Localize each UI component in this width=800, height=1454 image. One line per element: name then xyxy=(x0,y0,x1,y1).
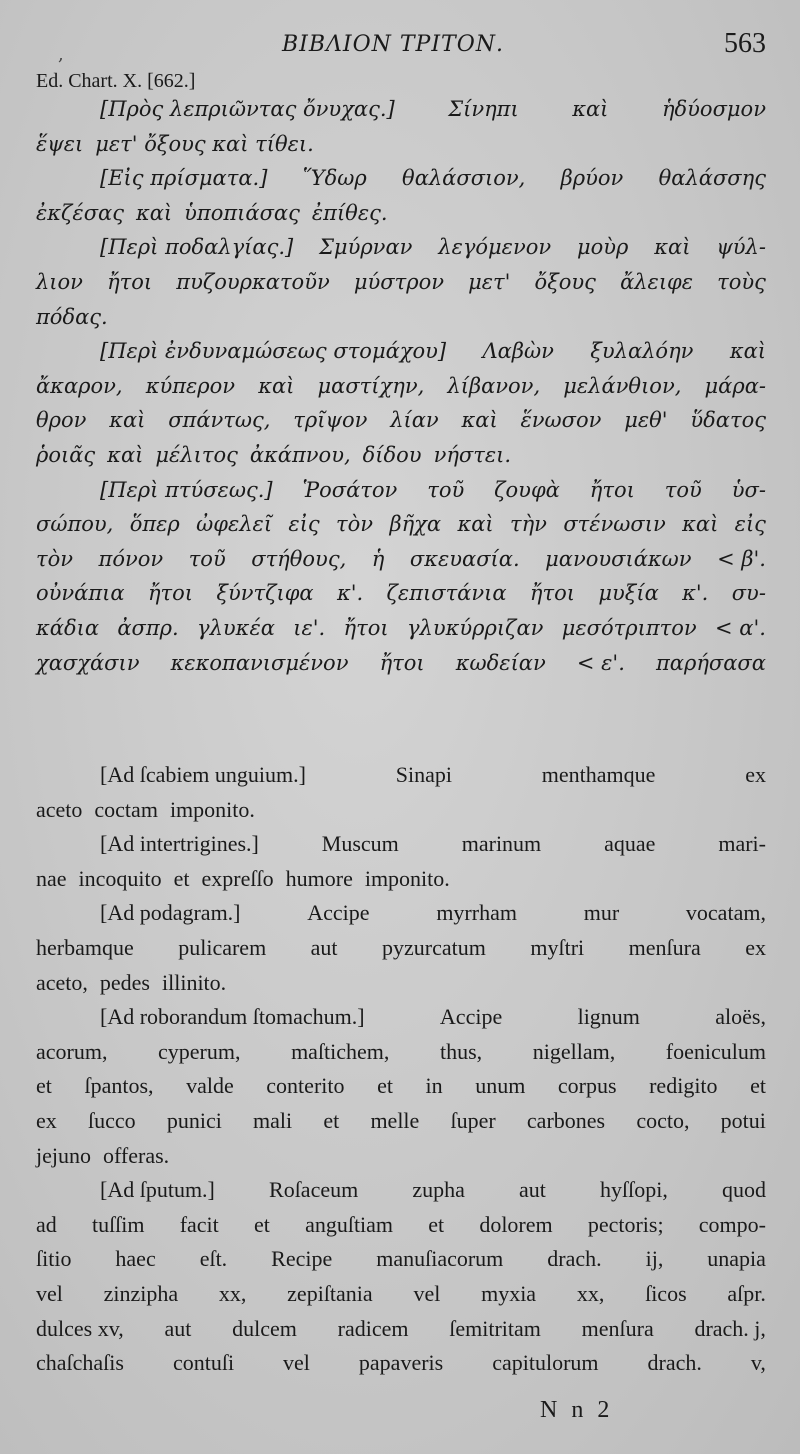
word: facit xyxy=(179,1211,219,1237)
word: et xyxy=(323,1107,340,1133)
word: τοῦ xyxy=(664,477,702,502)
word: θαλάσσιον, xyxy=(402,166,526,191)
text-line xyxy=(36,300,766,335)
word: τὴν xyxy=(509,512,547,537)
section-heading: [Εἰς πρίσματα.] xyxy=(100,166,268,191)
word: ad xyxy=(36,1211,57,1237)
text-line xyxy=(36,576,766,611)
word: λιον xyxy=(36,269,83,294)
word: valde xyxy=(186,1073,234,1099)
word: καὶ xyxy=(461,408,498,433)
word: unum xyxy=(475,1073,526,1099)
word: εἰς xyxy=(288,512,320,537)
text-line xyxy=(36,611,766,646)
word: ἤτοι xyxy=(379,650,425,675)
word: ἡ xyxy=(371,546,385,571)
text-line xyxy=(36,1242,766,1277)
word: τοὺς xyxy=(717,269,766,294)
word: λεγόμενον xyxy=(438,235,552,260)
word: ἕψει xyxy=(36,131,84,156)
word: καὶ xyxy=(457,512,494,537)
text-line xyxy=(36,1312,766,1347)
word: ὅπερ xyxy=(129,512,180,537)
section-heading: [Ad ſputum.] xyxy=(100,1177,215,1203)
word: menſura xyxy=(581,1315,654,1341)
word: ῥοιᾶς xyxy=(36,442,96,467)
word: βῆχα xyxy=(389,512,442,537)
word: Sinapi xyxy=(395,762,452,787)
word: θρον xyxy=(36,408,87,433)
word: aut xyxy=(164,1315,192,1341)
word: zinzipha xyxy=(103,1280,179,1306)
text-line xyxy=(36,438,766,473)
word: τὸν xyxy=(36,546,74,571)
word: καὶ xyxy=(258,373,295,398)
word: καὶ xyxy=(135,200,173,225)
word: μετ' xyxy=(468,269,511,294)
text-line xyxy=(36,265,766,300)
word: ſitio xyxy=(36,1246,72,1272)
word: radicem xyxy=(337,1315,409,1341)
text-line xyxy=(36,403,766,438)
word: ij, xyxy=(645,1246,664,1272)
word: ζουφὰ xyxy=(494,477,560,502)
text-line xyxy=(36,542,766,577)
word: μεθ' xyxy=(624,408,668,433)
text-line xyxy=(36,758,766,793)
word: ἤτοι xyxy=(529,581,575,606)
word: dulcem xyxy=(232,1315,297,1341)
word: cyperum, xyxy=(158,1038,241,1064)
word: Σίνηπι xyxy=(448,97,519,121)
word: xx, xyxy=(576,1280,605,1306)
word: dolorem xyxy=(479,1211,553,1237)
word: aut xyxy=(310,934,338,960)
word: ἀκάπνου, xyxy=(249,442,351,467)
text-line xyxy=(36,1139,766,1174)
text-line xyxy=(36,1104,766,1139)
word: συ- xyxy=(731,581,766,606)
section-heading: [Ad ſcabiem unguium.] xyxy=(100,762,306,787)
section-heading: [Ad roborandum ſtomachum.] xyxy=(100,1004,365,1030)
word: μύστρον xyxy=(353,269,444,294)
word: τρῖψον xyxy=(293,408,368,433)
word: vel xyxy=(413,1280,441,1306)
word: καὶ xyxy=(109,408,146,433)
word: κύπερον xyxy=(145,373,236,398)
word: nigellam, xyxy=(532,1038,616,1064)
word: hyſſopi, xyxy=(600,1177,668,1203)
word: ſuper xyxy=(450,1107,496,1133)
word: aceto xyxy=(36,796,83,822)
running-title: ΒΙΒΛΙΟΝ ΤΡΙΤΟΝ. xyxy=(282,32,505,57)
word: drach. xyxy=(647,1350,702,1376)
word: xx, xyxy=(218,1280,247,1306)
text-line xyxy=(36,127,766,162)
word: ἡδύοσμον xyxy=(661,97,766,121)
word: ex xyxy=(745,762,766,787)
word: Recipe xyxy=(271,1246,333,1272)
word: imponito. xyxy=(169,796,255,822)
word: Ῥοσάτον xyxy=(302,477,398,502)
word: ζεπιστάνια xyxy=(386,581,507,606)
word: manuſiacorum xyxy=(376,1246,504,1272)
word: οὐνάπια xyxy=(36,581,125,606)
word: vocatam, xyxy=(685,900,766,926)
section-heading: [Περὶ ἐνδυναμώσεως στομάχου] xyxy=(100,339,447,364)
text-line xyxy=(36,827,766,862)
section-heading: [Περὶ πτύσεως.] xyxy=(100,477,273,502)
word: τοῦ xyxy=(188,546,226,571)
word: zepiſtania xyxy=(287,1280,373,1306)
word: zupha xyxy=(412,1177,465,1203)
word: Muscum xyxy=(321,831,399,857)
text-line xyxy=(36,196,766,231)
word: ἄκαρον, xyxy=(36,373,123,398)
word: cocto, xyxy=(636,1107,690,1133)
word: lignum xyxy=(577,1004,640,1030)
word: ὑποπιάσας xyxy=(184,200,300,225)
word: πυζουρκατοῦν xyxy=(176,269,330,294)
word: λίβανον, xyxy=(447,373,541,398)
word: et xyxy=(428,1211,445,1237)
word: Accipe xyxy=(307,900,370,926)
word: haec xyxy=(115,1246,156,1272)
word: < ε'. xyxy=(576,650,625,675)
word: aut xyxy=(519,1177,546,1203)
word: incoquito xyxy=(78,865,162,891)
word: drach. j, xyxy=(694,1315,766,1341)
text-line xyxy=(36,966,766,1001)
word: < α'. xyxy=(715,615,766,640)
word: drach. xyxy=(547,1246,602,1272)
word: πόνον xyxy=(98,546,164,571)
word: pedes xyxy=(99,969,150,995)
text-line xyxy=(36,1069,766,1104)
word: μελάνθιον, xyxy=(563,373,682,398)
word: v, xyxy=(750,1350,766,1376)
word: myrrham xyxy=(436,900,517,926)
word: ψύλ- xyxy=(716,235,766,260)
word: καὶ xyxy=(572,97,609,121)
word: melle xyxy=(370,1107,420,1133)
word: γλυκύρριζαν xyxy=(406,615,544,640)
text-line xyxy=(36,369,766,404)
word: compo- xyxy=(698,1211,766,1237)
word: πόδας. xyxy=(36,304,108,329)
text-line xyxy=(36,646,766,681)
word: illinito. xyxy=(162,969,227,995)
word: aſpr. xyxy=(727,1280,766,1306)
text-line xyxy=(36,793,766,828)
word: vel xyxy=(36,1280,63,1306)
word: nae xyxy=(36,865,67,891)
word: < β'. xyxy=(717,546,766,571)
text-line xyxy=(36,1346,766,1381)
word: σκευασία. xyxy=(409,546,520,571)
word: Roſaceum xyxy=(269,1177,359,1203)
text-line xyxy=(36,1277,766,1312)
text-line xyxy=(36,1000,766,1035)
page-header xyxy=(0,28,800,68)
greek-text xyxy=(36,92,766,680)
text-line xyxy=(36,896,766,931)
word: redigito xyxy=(649,1073,718,1099)
word: myſtri xyxy=(530,934,585,960)
word: λίαν xyxy=(390,408,439,433)
latin-text xyxy=(36,758,766,1381)
word: mali xyxy=(253,1107,293,1133)
word: θαλάσσης xyxy=(658,166,766,191)
word: σώπου, xyxy=(36,512,114,537)
word: ſucco xyxy=(87,1107,136,1133)
word: ὄξους xyxy=(534,269,596,294)
word: thus, xyxy=(439,1038,483,1064)
word: maſtichem, xyxy=(291,1038,390,1064)
word: ἤτοι xyxy=(147,581,194,606)
word: ἐκζέσας xyxy=(36,200,124,225)
word: σπάντως, xyxy=(168,408,271,433)
word: coctam xyxy=(94,796,158,822)
word: carbones xyxy=(526,1107,606,1133)
word: ὑσ- xyxy=(731,477,766,502)
word: μεσότριπτον xyxy=(561,615,697,640)
text-line xyxy=(36,1173,766,1208)
word: ἕνωσον xyxy=(520,408,602,433)
word: pyzurcatum xyxy=(382,934,486,960)
text-line xyxy=(36,334,766,369)
word: corpus xyxy=(557,1073,617,1099)
word: imponito. xyxy=(364,865,450,891)
word: ἤτοι xyxy=(343,615,389,640)
word: et xyxy=(377,1073,393,1099)
text-line xyxy=(36,230,766,265)
word: ὕδατος xyxy=(690,408,766,433)
word: vel xyxy=(283,1350,310,1376)
word: ἄλειφε xyxy=(620,269,694,294)
word: et xyxy=(750,1073,766,1099)
word: marinum xyxy=(461,831,542,857)
word: ἐπίθες. xyxy=(311,200,388,225)
word: herbamque xyxy=(36,934,134,960)
word: ξύντζιφα xyxy=(216,581,314,606)
word: mari- xyxy=(718,831,766,857)
text-line xyxy=(36,1208,766,1243)
text-line xyxy=(36,507,766,542)
word: παρήσασα xyxy=(655,650,766,675)
word: καὶ xyxy=(729,339,766,364)
word: pectoris; xyxy=(587,1211,664,1237)
word: ὠφελεῖ xyxy=(196,512,273,537)
section-heading: [Πρὸς λεπριῶντας ὄνυχας.] xyxy=(100,97,395,121)
word: et xyxy=(173,865,190,891)
word: anguſtiam xyxy=(305,1211,394,1237)
text-line xyxy=(36,473,766,508)
word: στένωσιν xyxy=(563,512,666,537)
word: mur xyxy=(583,900,620,926)
word: dulces xv, xyxy=(36,1315,124,1341)
word: δίδου xyxy=(362,442,422,467)
word: μανουσιάκων xyxy=(545,546,692,571)
section-heading: [Ad podagram.] xyxy=(100,900,241,926)
word: στήθους, xyxy=(251,546,347,571)
word: ξυλαλόην xyxy=(590,339,694,364)
word: ſemitritam xyxy=(449,1315,541,1341)
word: μάρα- xyxy=(704,373,766,398)
word: et xyxy=(36,1073,52,1099)
word: conterito xyxy=(266,1073,345,1099)
word: νήστει. xyxy=(433,442,512,467)
word: myxia xyxy=(481,1280,537,1306)
section-heading: [Ad intertrigines.] xyxy=(100,831,259,857)
word: Ὕδωρ xyxy=(302,166,367,191)
word: humore xyxy=(285,865,353,891)
word: γλυκέα xyxy=(197,615,275,640)
word: μέλιτος xyxy=(155,442,238,467)
word: eſt. xyxy=(199,1246,228,1272)
word: ex xyxy=(36,1107,57,1133)
word: potui xyxy=(720,1107,766,1133)
text-line xyxy=(36,92,766,127)
header-mark: , xyxy=(58,44,64,65)
word: Σμύρναν xyxy=(319,235,413,260)
word: κ'. xyxy=(336,581,364,606)
word: ἤτοι xyxy=(589,477,635,502)
word: aloës, xyxy=(715,1004,766,1030)
signature-mark: N n 2 xyxy=(540,1397,614,1423)
word: in xyxy=(425,1073,443,1099)
text-line xyxy=(36,862,766,897)
word: μετ' ὄξους καὶ τίθει. xyxy=(95,131,314,156)
text-line xyxy=(36,931,766,966)
edition-reference: Ed. Chart. X. [662.] xyxy=(36,70,196,92)
word: foeniculum xyxy=(665,1038,766,1064)
word: κ'. xyxy=(682,581,709,606)
word: ἀσπρ. xyxy=(117,615,179,640)
word: χασχάσιν xyxy=(36,650,140,675)
word: ex xyxy=(745,934,766,960)
word: ſicos xyxy=(645,1280,687,1306)
word: Λαβὼν xyxy=(482,339,554,364)
word: pulicarem xyxy=(178,934,267,960)
word: καὶ xyxy=(107,442,144,467)
word: quod xyxy=(721,1177,766,1203)
word: τὸν xyxy=(336,512,374,537)
word: εἰς xyxy=(734,512,766,537)
word: chaſchaſis xyxy=(36,1350,124,1376)
word: τοῦ xyxy=(427,477,465,502)
section-heading: [Περὶ ποδαλγίας.] xyxy=(100,235,294,260)
page-number: 563 xyxy=(724,28,766,59)
word: acorum, xyxy=(36,1038,108,1064)
word: κωδείαν xyxy=(455,650,546,675)
word: μαστίχην, xyxy=(317,373,425,398)
text-line xyxy=(36,1035,766,1070)
word: ſpantos, xyxy=(84,1073,154,1099)
word: καὶ xyxy=(682,512,719,537)
text-line xyxy=(36,161,766,196)
word: jejuno xyxy=(36,1142,91,1168)
word: κεκοπανισμένον xyxy=(170,650,349,675)
word: et xyxy=(253,1211,270,1237)
word: tuſſim xyxy=(91,1211,145,1237)
word: aceto, xyxy=(36,969,88,995)
word: βρύον xyxy=(560,166,624,191)
word: papaveris xyxy=(358,1350,444,1376)
word: μοὺρ xyxy=(577,235,629,260)
word: menſura xyxy=(628,934,701,960)
word: unapia xyxy=(707,1246,766,1272)
word: aquae xyxy=(604,831,656,857)
word: κάδια xyxy=(36,615,100,640)
word: καὶ xyxy=(654,235,691,260)
word: menthamque xyxy=(541,762,656,787)
word: offeras. xyxy=(103,1142,170,1168)
word: expreſſo xyxy=(201,865,274,891)
word: μυξία xyxy=(598,581,659,606)
word: punici xyxy=(166,1107,222,1133)
word: ιε'. xyxy=(293,615,326,640)
word: Accipe xyxy=(439,1004,503,1030)
word: contuſi xyxy=(172,1350,235,1376)
word: ἤτοι xyxy=(107,269,153,294)
word: capitulorum xyxy=(492,1350,599,1376)
